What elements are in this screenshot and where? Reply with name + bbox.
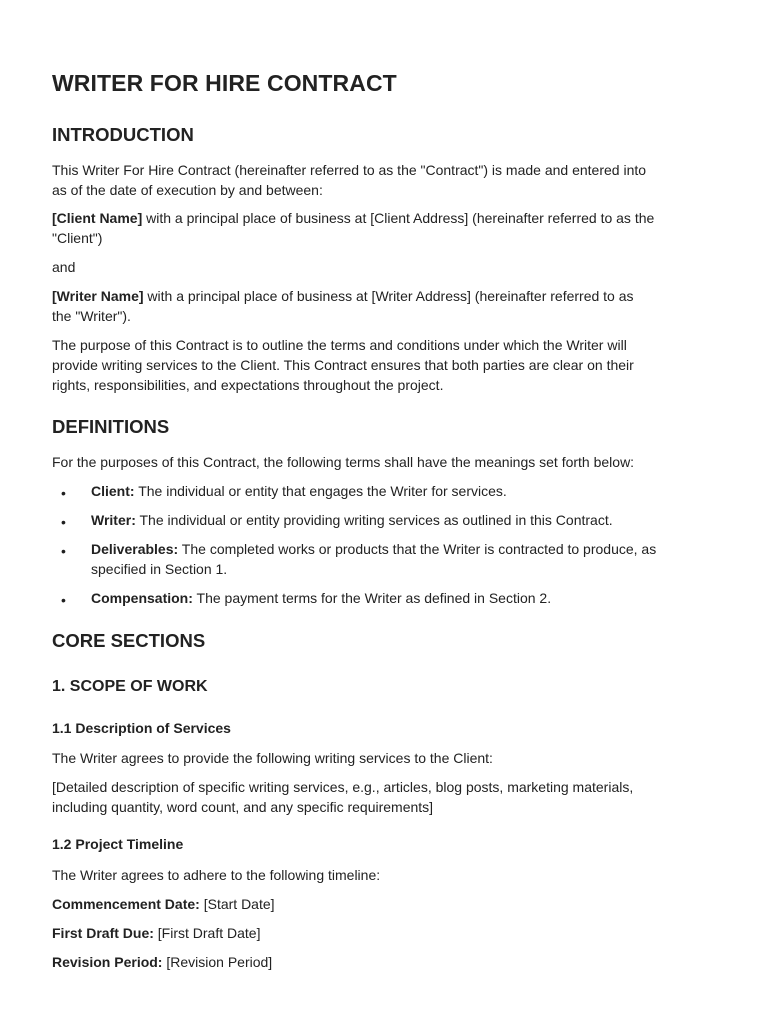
services-detail (52, 777, 724, 817)
definitions-heading: DEFINITIONS (52, 416, 170, 437)
bullet-icon: • (61, 514, 66, 530)
introduction-heading: INTRODUCTION (52, 124, 194, 145)
writer-line-1 (52, 286, 724, 306)
definition-line-2: specified in Section 1. (91, 561, 228, 577)
description-of-services-heading: 1.1 Description of Services (52, 720, 231, 736)
timeline-intro: The Writer agrees to adhere to the following timeline: (52, 867, 381, 883)
commencement-date-label: Commencement Date: (52, 896, 200, 912)
commencement-date (52, 894, 724, 914)
intro-line-1: This Writer For Hire Contract (hereinafter referred to as the "Contract") is made and entered into (52, 162, 647, 178)
client-paragraph (52, 208, 724, 248)
bullet-icon: • (61, 592, 66, 608)
writer-address-text: with a principal place of business at [Writer Address] (hereinafter referred to as (143, 288, 634, 304)
revision-period-value: [Revision Period] (162, 954, 273, 970)
definition-item-compensation (91, 588, 727, 608)
purpose-paragraph (52, 335, 724, 395)
client-name-label: [Client Name] (52, 210, 143, 226)
definition-text: The completed works or products that the Writer is contracted to produce, as (178, 541, 657, 557)
purpose-line-2: provide writing services to the Client. This Contract ensures that both parties are clear on their (52, 357, 634, 373)
definition-term: Compensation: (91, 590, 193, 606)
bullet-icon: • (61, 485, 66, 501)
writer-line-2: the "Writer"). (52, 308, 131, 324)
intro-line-2: as of the date of execution by and between: (52, 182, 323, 198)
writer-paragraph (52, 286, 724, 326)
definition-text: The individual or entity that engages the Writer for services. (134, 483, 507, 499)
core-sections-heading: CORE SECTIONS (52, 630, 206, 651)
client-line-2: "Client") (52, 230, 103, 246)
revision-period (52, 952, 724, 972)
definition-term: Deliverables: (91, 541, 179, 557)
first-draft-label: First Draft Due: (52, 925, 154, 941)
purpose-line-3: rights, responsibilities, and expectations throughout the project. (52, 377, 444, 393)
and-text: and (52, 259, 76, 275)
revision-period-label: Revision Period: (52, 954, 163, 970)
commencement-date-value: [Start Date] (199, 896, 275, 912)
client-address-text: with a principal place of business at [Client Address] (hereinafter referred to as the (142, 210, 655, 226)
services-detail-line-2: including quantity, word count, and any specific requirements] (52, 799, 434, 815)
definition-line-1 (91, 539, 727, 559)
definition-item-deliverables (91, 539, 727, 579)
definition-term: Client: (91, 483, 135, 499)
services-detail-line-1: [Detailed description of specific writing services, e.g., articles, blog posts, marketing materials, (52, 779, 634, 795)
definition-item-writer (91, 510, 727, 530)
services-intro: The Writer agrees to provide the following writing services to the Client: (52, 750, 493, 766)
bullet-icon: • (61, 543, 66, 559)
first-draft-value: [First Draft Date] (153, 925, 261, 941)
intro-paragraph (52, 160, 724, 200)
client-line-1 (52, 208, 724, 228)
first-draft-due (52, 923, 724, 943)
writer-name-label: [Writer Name] (52, 288, 144, 304)
definition-text: The payment terms for the Writer as defined in Section 2. (192, 590, 552, 606)
definition-term: Writer: (91, 512, 136, 528)
scope-of-work-heading: 1. SCOPE OF WORK (52, 678, 208, 695)
purpose-line-1: The purpose of this Contract is to outline the terms and conditions under which the Writer will (52, 337, 627, 353)
definitions-intro: For the purposes of this Contract, the following terms shall have the meanings set forth below: (52, 454, 635, 470)
definition-item-client (91, 481, 727, 501)
project-timeline-heading: 1.2 Project Timeline (52, 836, 184, 852)
document-title: WRITER FOR HIRE CONTRACT (52, 70, 397, 96)
definition-text: The individual or entity providing writing services as outlined in this Contract. (135, 512, 613, 528)
